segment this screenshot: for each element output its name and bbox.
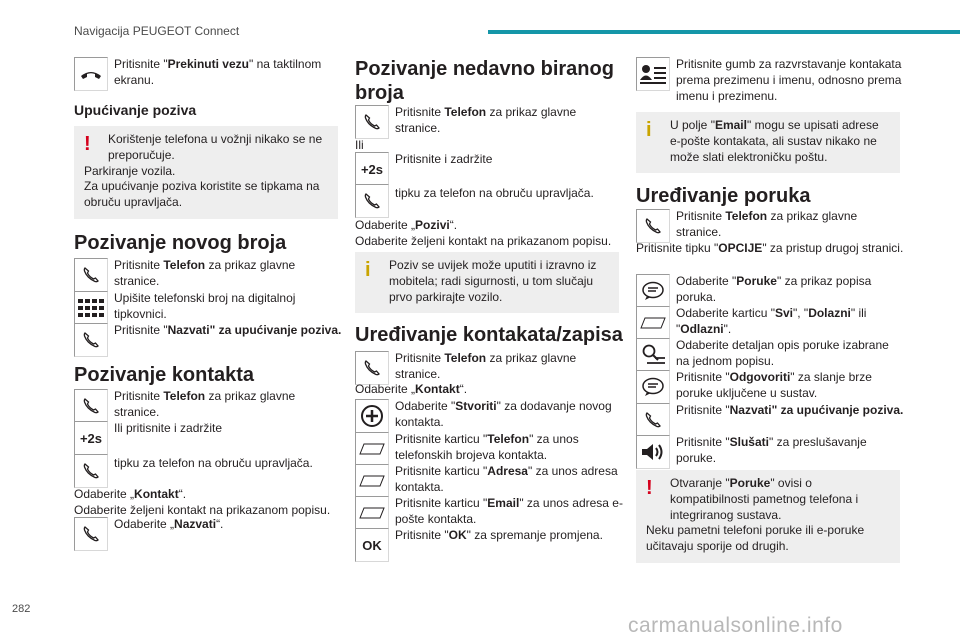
running-header: Navigacija PEUGEOT Connect (74, 24, 240, 38)
phone-icon (74, 323, 108, 357)
instruction-text: Pritisnite "Prekinuti vezu" na taktilnom ekranu. (114, 57, 322, 87)
phone-icon (74, 454, 108, 488)
tab-icon (355, 464, 389, 498)
page-number: 282 (12, 603, 31, 615)
warning-box: ! Korištenje telefona u vožnji nikako se ne preporučuje. Parkiranje vozila. Za upućivanje poziva koristite se tipkama na obruču upravljača. (74, 126, 338, 219)
warning-icon: ! (84, 133, 91, 155)
paragraph: Ili (355, 138, 364, 152)
paragraph: Odaberite „Kontakt“. (74, 487, 187, 501)
paragraph: Pritisnite tipku "OPCIJE" za pristup drugoj stranici. (636, 241, 904, 255)
phone-icon (74, 389, 108, 423)
phone-icon (74, 258, 108, 292)
steering-wheel-hold-icon: +2s (74, 421, 108, 455)
info-box: i Poziv se uvijek može uputiti i izravno iz mobitela; radi sigurnosti, u tom slučaju prvo parkirajte vozilo. (355, 252, 619, 313)
phone-icon (355, 351, 389, 385)
heading-pozivanje-nedavno-biranog-broja: Pozivanje nedavno biranog broja (355, 58, 614, 104)
info-icon: i (365, 259, 371, 281)
phone-icon (355, 184, 389, 218)
message-detail-icon (636, 338, 670, 372)
hang-up-icon (74, 57, 108, 91)
heading-uredivanje-kontakata: Uređivanje kontakata/zapisa (355, 324, 623, 346)
phone-icon (355, 105, 389, 139)
info-icon: i (646, 119, 652, 141)
tab-icon (636, 306, 670, 340)
phone-icon (636, 403, 670, 437)
warning-icon: ! (646, 477, 653, 499)
paragraph: Odaberite „Pozivi“. (355, 218, 458, 232)
paragraph: Odaberite „Kontakt“. (355, 382, 468, 396)
ok-icon: OK (355, 528, 389, 562)
watermark: carmanualsonline.info (628, 614, 843, 637)
paragraph: Odaberite željeni kontakt na prikazanom popisu. (355, 234, 612, 248)
heading-pozivanje-novog-broja: Pozivanje novog broja (74, 232, 287, 254)
paragraph: Odaberite željeni kontakt na prikazanom popisu. (74, 503, 331, 517)
speaker-icon (636, 435, 670, 469)
heading-uredivanje-poruka: Uređivanje poruka (636, 185, 811, 207)
info-box: i U polje "Email" mogu se upisati adrese e-pošte kontakata, ali sustav nikako ne može slati elektroničku poštu. (636, 112, 900, 173)
phone-icon (636, 209, 670, 243)
phone-icon (74, 517, 108, 551)
warning-box: ! Otvaranje "Poruke" ovisi o kompatibilnosti pametnog telefona i integriranog sustava. Neku pametni telefoni poruke ili e-poruke učitavaju sporije od drugih. (636, 470, 900, 563)
tab-icon (355, 432, 389, 466)
steering-wheel-hold-icon: +2s (355, 152, 389, 186)
header-accent-bar (488, 30, 960, 34)
heading-pozivanje-kontakta: Pozivanje kontakta (74, 364, 255, 386)
heading-upucivanje-poziva: Upućivanje poziva (74, 102, 197, 118)
add-circle-icon (355, 399, 389, 433)
sort-contacts-icon (636, 57, 670, 91)
messages-icon (636, 274, 670, 308)
keypad-icon (74, 291, 108, 325)
reply-message-icon (636, 370, 670, 404)
tab-icon (355, 496, 389, 530)
